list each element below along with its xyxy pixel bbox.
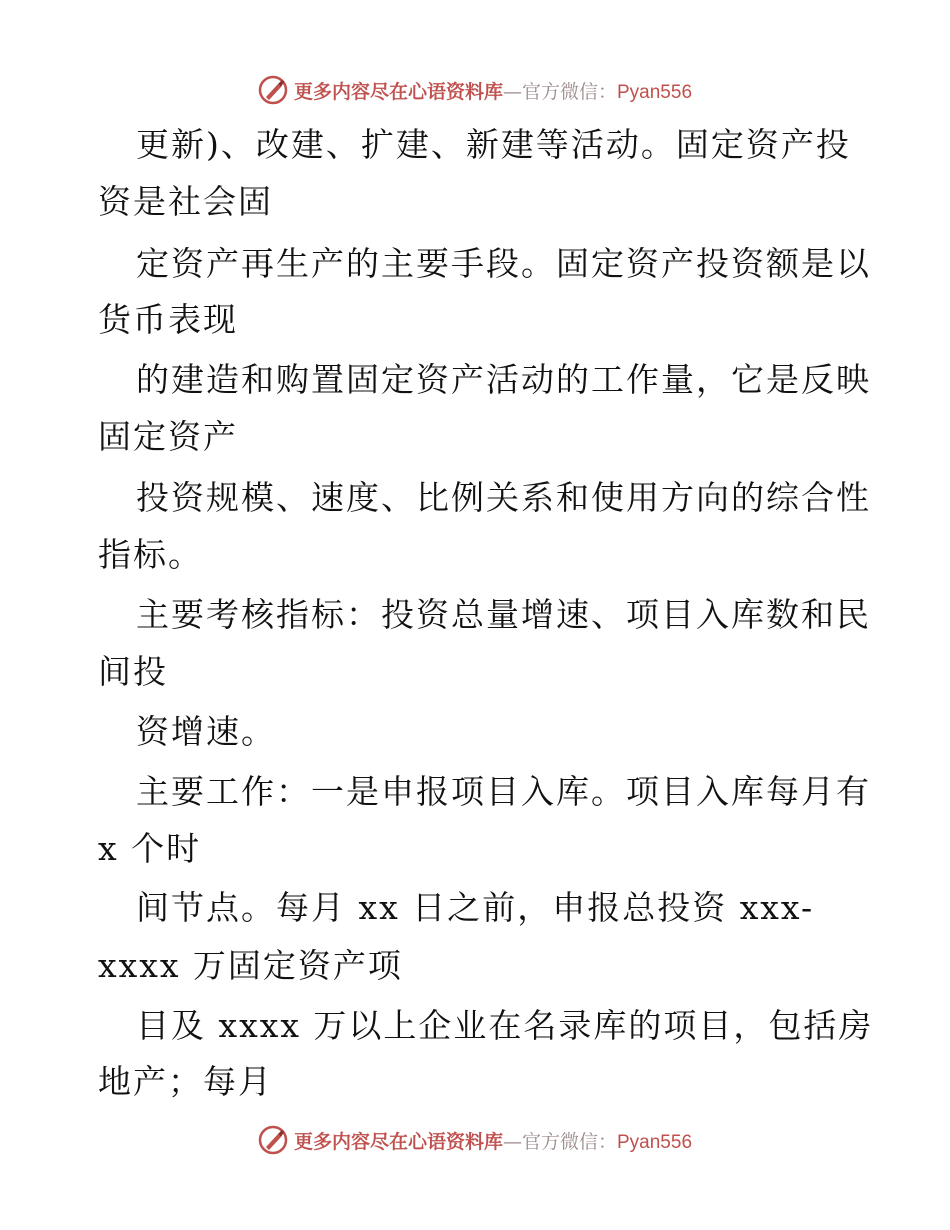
body-line: 货币表现	[98, 300, 238, 339]
header-watermark-banner	[0, 70, 950, 110]
body-line: 目及 xxxx 万以上企业在名录库的项目，包括房	[136, 1006, 874, 1045]
pen-nib-logo-icon	[258, 1125, 288, 1155]
watermark-wechat-id: Pyan556	[617, 81, 693, 103]
watermark-main: 更多内容尽在心语资料库	[293, 80, 503, 103]
body-line: 资增速。	[136, 712, 276, 751]
watermark-dash: —	[502, 1130, 522, 1153]
watermark-official: 官方微信：	[521, 80, 617, 103]
body-line: x 个时	[98, 829, 202, 868]
body-line: 投资规模、速度、比例关系和使用方向的综合性	[136, 478, 871, 517]
body-line: 更新)、改建、扩建、新建等活动。固定资产投	[136, 125, 851, 164]
footer-watermark-banner	[0, 1120, 950, 1160]
body-line: 间节点。每月 xx 日之前，申报总投资 xxx-	[136, 888, 815, 927]
watermark-official: 官方微信：	[521, 1130, 617, 1153]
body-line: 固定资产	[98, 417, 238, 456]
body-line: 资是社会固	[98, 182, 273, 221]
body-line: xxxx 万固定资产项	[98, 946, 403, 985]
body-line: 主要考核指标：投资总量增速、项目入库数和民	[136, 595, 871, 634]
watermark-wechat-id: Pyan556	[617, 1131, 693, 1153]
body-line: 指标。	[98, 535, 203, 574]
body-line: 地产；每月	[98, 1062, 273, 1101]
watermark-dash: —	[502, 80, 522, 103]
watermark-text	[294, 77, 692, 104]
body-line: 间投	[98, 652, 168, 691]
body-line: 的建造和购置固定资产活动的工作量，它是反映	[136, 360, 871, 399]
body-line: 定资产再生产的主要手段。固定资产投资额是以	[136, 244, 871, 283]
body-line: 主要工作：一是申报项目入库。项目入库每月有	[136, 772, 871, 811]
watermark-text	[294, 1127, 692, 1154]
pen-nib-logo-icon	[258, 75, 288, 105]
watermark-main: 更多内容尽在心语资料库	[293, 1130, 503, 1153]
